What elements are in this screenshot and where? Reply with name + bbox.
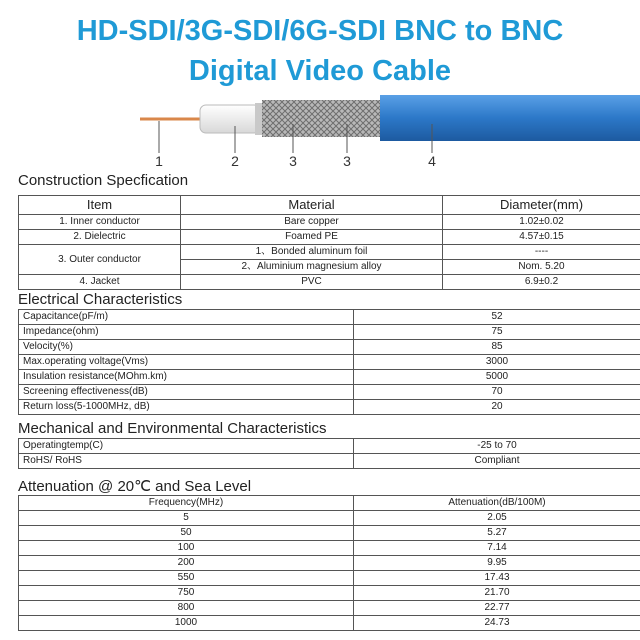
item-cell: 4. Jacket bbox=[19, 275, 181, 290]
table-row bbox=[19, 526, 640, 541]
electrical-table bbox=[18, 309, 640, 415]
header-diameter: Diameter(mm) bbox=[443, 196, 640, 215]
label-cell: Max.operating voltage(Vms) bbox=[19, 355, 354, 370]
material-cell: 1、Bonded aluminum foil bbox=[181, 245, 443, 260]
header-attenuation: Attenuation(dB/100M) bbox=[354, 496, 640, 511]
diameter-cell: ---- bbox=[443, 245, 640, 260]
freq-cell: 5 bbox=[19, 511, 354, 526]
att-cell: 9.95 bbox=[354, 556, 640, 571]
att-cell: 22.77 bbox=[354, 601, 640, 616]
cable-label-4: 4 bbox=[428, 153, 436, 169]
table-row bbox=[19, 616, 640, 631]
label-cell: Insulation resistance(MOhm.km) bbox=[19, 370, 354, 385]
diameter-cell: 4.57±0.15 bbox=[443, 230, 640, 245]
outer-jacket bbox=[380, 95, 640, 141]
material-cell: 2、Aluminium magnesium alloy bbox=[181, 260, 443, 275]
value-cell: 5000 bbox=[354, 370, 640, 385]
value-cell: 85 bbox=[354, 340, 640, 355]
att-cell: 5.27 bbox=[354, 526, 640, 541]
label-cell: Impedance(ohm) bbox=[19, 325, 354, 340]
title-line-1: HD-SDI/3G-SDI/6G-SDI BNC to BNC bbox=[76, 15, 564, 47]
value-cell: -25 to 70 bbox=[354, 439, 640, 454]
mechanical-heading: Mechanical and Environmental Characteristics bbox=[18, 420, 327, 437]
material-cell: Foamed PE bbox=[181, 230, 443, 245]
value-cell: 75 bbox=[354, 325, 640, 340]
att-cell: 7.14 bbox=[354, 541, 640, 556]
material-cell: PVC bbox=[181, 275, 443, 290]
item-cell: 3. Outer conductor bbox=[19, 245, 181, 275]
table-row bbox=[19, 541, 640, 556]
item-cell: 1. Inner conductor bbox=[19, 215, 181, 230]
freq-cell: 750 bbox=[19, 586, 354, 601]
attenuation-header-row bbox=[19, 496, 640, 511]
header-material: Material bbox=[181, 196, 443, 215]
table-row bbox=[19, 245, 640, 260]
value-cell: 3000 bbox=[354, 355, 640, 370]
cable-cross-section-illustration bbox=[0, 90, 640, 170]
attenuation-table bbox=[18, 495, 640, 631]
table-row bbox=[19, 601, 640, 616]
construction-header-row bbox=[19, 196, 640, 215]
item-cell: 2. Dielectric bbox=[19, 230, 181, 245]
table-row bbox=[19, 439, 640, 454]
mechanical-table bbox=[18, 438, 640, 469]
freq-cell: 200 bbox=[19, 556, 354, 571]
table-row bbox=[19, 571, 640, 586]
att-cell: 17.43 bbox=[354, 571, 640, 586]
table-row bbox=[19, 586, 640, 601]
value-cell: 52 bbox=[354, 310, 640, 325]
dielectric bbox=[200, 105, 260, 133]
value-cell: 70 bbox=[354, 385, 640, 400]
value-cell: 20 bbox=[354, 400, 640, 415]
table-row bbox=[19, 275, 640, 290]
table-row bbox=[19, 454, 640, 469]
label-cell: RoHS/ RoHS bbox=[19, 454, 354, 469]
att-cell: 24.73 bbox=[354, 616, 640, 631]
diameter-cell: Nom. 5.20 bbox=[443, 260, 640, 275]
freq-cell: 100 bbox=[19, 541, 354, 556]
electrical-heading: Electrical Characteristics bbox=[18, 291, 183, 308]
label-cell: Return loss(5-1000MHz, dB) bbox=[19, 400, 354, 415]
title-line-2: Digital Video Cable bbox=[188, 55, 452, 87]
material-cell: Bare copper bbox=[181, 215, 443, 230]
diameter-cell: 6.9±0.2 bbox=[443, 275, 640, 290]
att-cell: 2.05 bbox=[354, 511, 640, 526]
cable-label-3a: 3 bbox=[289, 153, 297, 169]
table-row bbox=[19, 385, 640, 400]
table-row bbox=[19, 325, 640, 340]
table-row bbox=[19, 340, 640, 355]
label-cell: Velocity(%) bbox=[19, 340, 354, 355]
cable-label-3b: 3 bbox=[343, 153, 351, 169]
table-row bbox=[19, 230, 640, 245]
construction-table bbox=[18, 195, 640, 290]
table-row bbox=[19, 400, 640, 415]
attenuation-heading: Attenuation @ 20℃ and Sea Level bbox=[18, 478, 252, 495]
cable-label-1: 1 bbox=[155, 153, 163, 169]
cable-label-2: 2 bbox=[231, 153, 239, 169]
label-cell: Operatingtemp(C) bbox=[19, 439, 354, 454]
label-cell: Screening effectiveness(dB) bbox=[19, 385, 354, 400]
table-row bbox=[19, 370, 640, 385]
value-cell: Compliant bbox=[354, 454, 640, 469]
label-cell: Capacitance(pF/m) bbox=[19, 310, 354, 325]
construction-heading: Construction Specfication bbox=[18, 172, 189, 189]
diameter-cell: 1.02±0.02 bbox=[443, 215, 640, 230]
header-item: Item bbox=[19, 196, 181, 215]
table-row bbox=[19, 511, 640, 526]
table-row bbox=[19, 355, 640, 370]
att-cell: 21.70 bbox=[354, 586, 640, 601]
freq-cell: 800 bbox=[19, 601, 354, 616]
table-row bbox=[19, 215, 640, 230]
freq-cell: 1000 bbox=[19, 616, 354, 631]
braid-shield bbox=[262, 100, 382, 137]
freq-cell: 550 bbox=[19, 571, 354, 586]
table-row bbox=[19, 556, 640, 571]
freq-cell: 50 bbox=[19, 526, 354, 541]
header-frequency: Frequency(MHz) bbox=[19, 496, 354, 511]
table-row bbox=[19, 310, 640, 325]
